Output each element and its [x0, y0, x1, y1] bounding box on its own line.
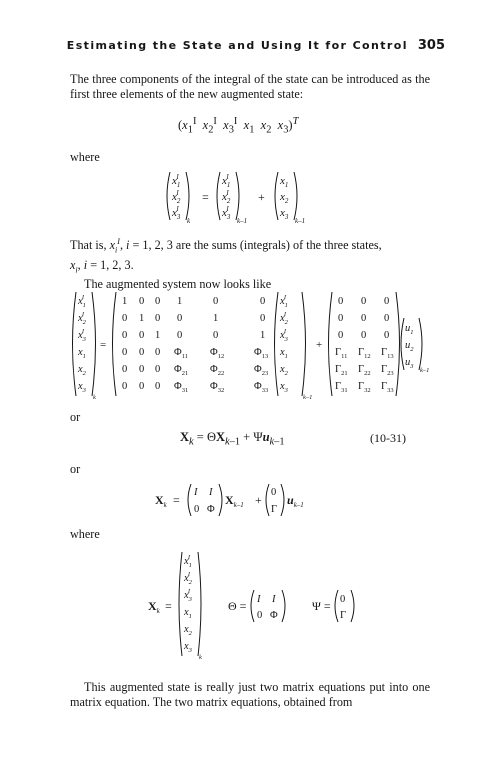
svg-text:x1I: $x_1I$ [280, 294, 288, 309]
svg-text:x1I: $x_1I$ [184, 554, 192, 569]
svg-text:0: 0 [271, 487, 277, 498]
svg-text:0: 0 [122, 381, 128, 392]
svg-text:1: 1 [177, 296, 183, 307]
augmented-system-equation [64, 288, 444, 406]
svg-text:x1: $x_1$ [280, 175, 289, 189]
svg-text:0: 0 [340, 594, 346, 605]
svg-text:x2I: $x_2I$ [78, 311, 86, 326]
paragraph-augmented-state: This augmented state is really just two matrix equations put into one matrix equation. The two matrix equations, obtained from [70, 680, 430, 709]
svg-text:Φ: Φ [207, 504, 215, 515]
svg-text:I: I [272, 594, 276, 605]
svg-text:0: 0 [361, 330, 367, 341]
svg-text:Φ21: $\Phi_{21}$ [174, 364, 189, 377]
svg-text:1: 1 [139, 313, 145, 324]
svg-text:=: = [202, 190, 209, 204]
svg-text:Γ11: $\Gamma_{11}$ [335, 347, 348, 360]
svg-text:u3: $u_3$ [405, 357, 414, 370]
svg-text:x3: $x_3$ [78, 381, 86, 394]
word-or-1: or [70, 410, 81, 424]
svg-text:0: 0 [139, 347, 145, 358]
svg-text:I: I [194, 487, 198, 498]
svg-text:x3I: $x_3I$ [184, 588, 192, 603]
svg-text:Φ12: $\Phi_{12}$ [210, 347, 225, 360]
definitions-equation [148, 548, 378, 666]
svg-text:0: 0 [213, 296, 219, 307]
svg-text:0: 0 [122, 313, 128, 324]
svg-text:Φ22: $\Phi_{22}$ [210, 364, 225, 377]
svg-text:0: 0 [139, 296, 145, 307]
svg-text:0: 0 [338, 330, 344, 341]
svg-text:x3: $x_3$ [280, 207, 289, 221]
svg-text:1: 1 [155, 330, 161, 341]
svg-text:Ψ =: Ψ = [312, 599, 331, 613]
svg-text:0: 0 [384, 313, 390, 324]
page-number: 305 [417, 38, 445, 53]
svg-text:Xk: $X_k$ [148, 599, 160, 615]
svg-text:Γ33: $\Gamma_{33}$ [381, 381, 394, 394]
svg-text:Γ12: $\Gamma_{12}$ [358, 347, 371, 360]
svg-text:x1: $x_1$ [184, 607, 192, 620]
augmented-state-row-vector: ($x_1^I$ $x_2^I$ $x_3^I$ $x_1$ $x_2$ $x_3)^T$ [178, 116, 299, 136]
svg-text:x3I: $x_3I$ [78, 328, 86, 343]
svg-text:1: 1 [122, 296, 128, 307]
svg-text:x1I: $x_1I$ [222, 173, 231, 189]
svg-text:Γ: Γ [271, 504, 278, 515]
svg-text:Γ21: $\Gamma_{21}$ [335, 364, 348, 377]
svg-text:0: 0 [384, 296, 390, 307]
svg-text:Φ31: $\Phi_{31}$ [174, 381, 189, 394]
svg-text:x1: $x_1$ [78, 347, 86, 360]
svg-text:uk–1: $u_{k-1}$ [287, 493, 304, 509]
svg-text:Γ: Γ [340, 610, 347, 621]
svg-text:Xk–1: $X_{k-1}$ [225, 493, 244, 509]
svg-text:Γ13: $\Gamma_{13}$ [381, 347, 394, 360]
svg-text:Γ23: $\Gamma_{23}$ [381, 364, 394, 377]
svg-text:Γ22: $\Gamma_{22}$ [358, 364, 371, 377]
svg-text:x2: $x_2$ [280, 191, 289, 205]
integral-update-equation [150, 168, 350, 226]
svg-text:0: 0 [155, 364, 161, 375]
word-or-2: or [70, 462, 81, 476]
svg-text:x1I: $x_1I$ [78, 294, 86, 309]
svg-text:x2: $x_2$ [78, 364, 86, 377]
svg-text:0: 0 [139, 381, 145, 392]
word-where-1: where [70, 150, 100, 164]
running-header [0, 38, 445, 53]
svg-text:k–1: k–1 [420, 367, 430, 374]
svg-text:Φ11: $\Phi_{11}$ [174, 347, 188, 360]
svg-text:0: 0 [361, 313, 367, 324]
svg-text:+: + [258, 190, 265, 204]
svg-text:0: 0 [177, 330, 183, 341]
running-title: Estimating the State and Using It for Control [66, 39, 408, 52]
svg-text:k–1: k–1 [295, 217, 306, 225]
svg-text:0: 0 [260, 296, 266, 307]
paragraph-that-is: That is, $x_i^I$, i = 1, 2, 3 are the sums (integrals) of the three states, $x_i$, i = 1, 2, 3. The augmented system now looks like [70, 237, 382, 291]
svg-text:x2I: $x_2I$ [184, 571, 192, 586]
svg-text:x2I: $x_2I$ [222, 189, 231, 205]
svg-text:=: = [165, 599, 172, 613]
word-where-2: where [70, 527, 100, 541]
svg-text:x3I: $x_3I$ [280, 328, 288, 343]
paragraph-intro: The three components of the integral of the state can be introduced as the first three elements of the new augmented state: [70, 72, 430, 101]
svg-text:Γ32: $\Gamma_{32}$ [358, 381, 371, 394]
svg-text:0: 0 [122, 330, 128, 341]
compact-augmented-equation: $X_k = \Theta X_{k-1} + \Psi u_{k-1}$ [180, 430, 285, 448]
svg-text:+: + [255, 493, 262, 507]
svg-text:0: 0 [122, 347, 128, 358]
svg-text:+: + [316, 339, 323, 351]
svg-text:0: 0 [194, 504, 200, 515]
equation-number: (10-31) [370, 431, 406, 445]
svg-text:x3: $x_3$ [184, 641, 192, 654]
svg-text:x1I: $x_1I$ [172, 173, 181, 189]
svg-text:0: 0 [177, 313, 183, 324]
svg-text:0: 0 [155, 347, 161, 358]
svg-text:k: k [187, 217, 191, 225]
svg-text:k–1: k–1 [303, 394, 313, 401]
svg-text:x2: $x_2$ [184, 624, 192, 637]
svg-text:0: 0 [260, 313, 266, 324]
svg-text:0: 0 [361, 296, 367, 307]
svg-text:I: I [257, 594, 261, 605]
svg-text:x2: $x_2$ [280, 364, 288, 377]
svg-text:Xk: $X_k$ [155, 493, 167, 509]
svg-text:Φ32: $\Phi_{32}$ [210, 381, 225, 394]
svg-text:0: 0 [213, 330, 219, 341]
svg-text:I: I [209, 487, 213, 498]
svg-text:k: k [199, 654, 202, 661]
svg-text:1: 1 [213, 313, 219, 324]
svg-text:0: 0 [338, 313, 344, 324]
svg-text:=: = [100, 339, 107, 351]
svg-text:0: 0 [384, 330, 390, 341]
svg-text:x2I: $x_2I$ [172, 189, 181, 205]
svg-text:Φ33: $\Phi_{33}$ [254, 381, 269, 394]
svg-text:x3I: $x_3I$ [172, 205, 181, 221]
svg-text:0: 0 [139, 364, 145, 375]
svg-text:x3: $x_3$ [280, 381, 288, 394]
svg-text:0: 0 [139, 330, 145, 341]
svg-text:0: 0 [338, 296, 344, 307]
svg-text:0: 0 [155, 313, 161, 324]
svg-text:Φ13: $\Phi_{13}$ [254, 347, 269, 360]
svg-text:0: 0 [122, 364, 128, 375]
svg-text:1: 1 [260, 330, 266, 341]
svg-text:0: 0 [155, 296, 161, 307]
svg-text:x1: $x_1$ [280, 347, 288, 360]
svg-text:k: k [93, 394, 96, 401]
svg-text:Θ =: Θ = [228, 599, 247, 613]
svg-text:Φ23: $\Phi_{23}$ [254, 364, 269, 377]
block-matrix-equation [155, 480, 325, 520]
svg-text:k–1: k–1 [237, 217, 248, 225]
svg-text:u1: $u_1$ [405, 323, 414, 336]
svg-text:Γ31: $\Gamma_{31}$ [335, 381, 348, 394]
svg-text:=: = [173, 493, 180, 507]
svg-text:x3I: $x_3I$ [222, 205, 231, 221]
svg-text:x2I: $x_2I$ [280, 311, 288, 326]
svg-text:0: 0 [155, 381, 161, 392]
svg-text:0: 0 [257, 610, 263, 621]
svg-text:Φ: Φ [270, 610, 278, 621]
svg-text:u2: $u_2$ [405, 340, 414, 353]
